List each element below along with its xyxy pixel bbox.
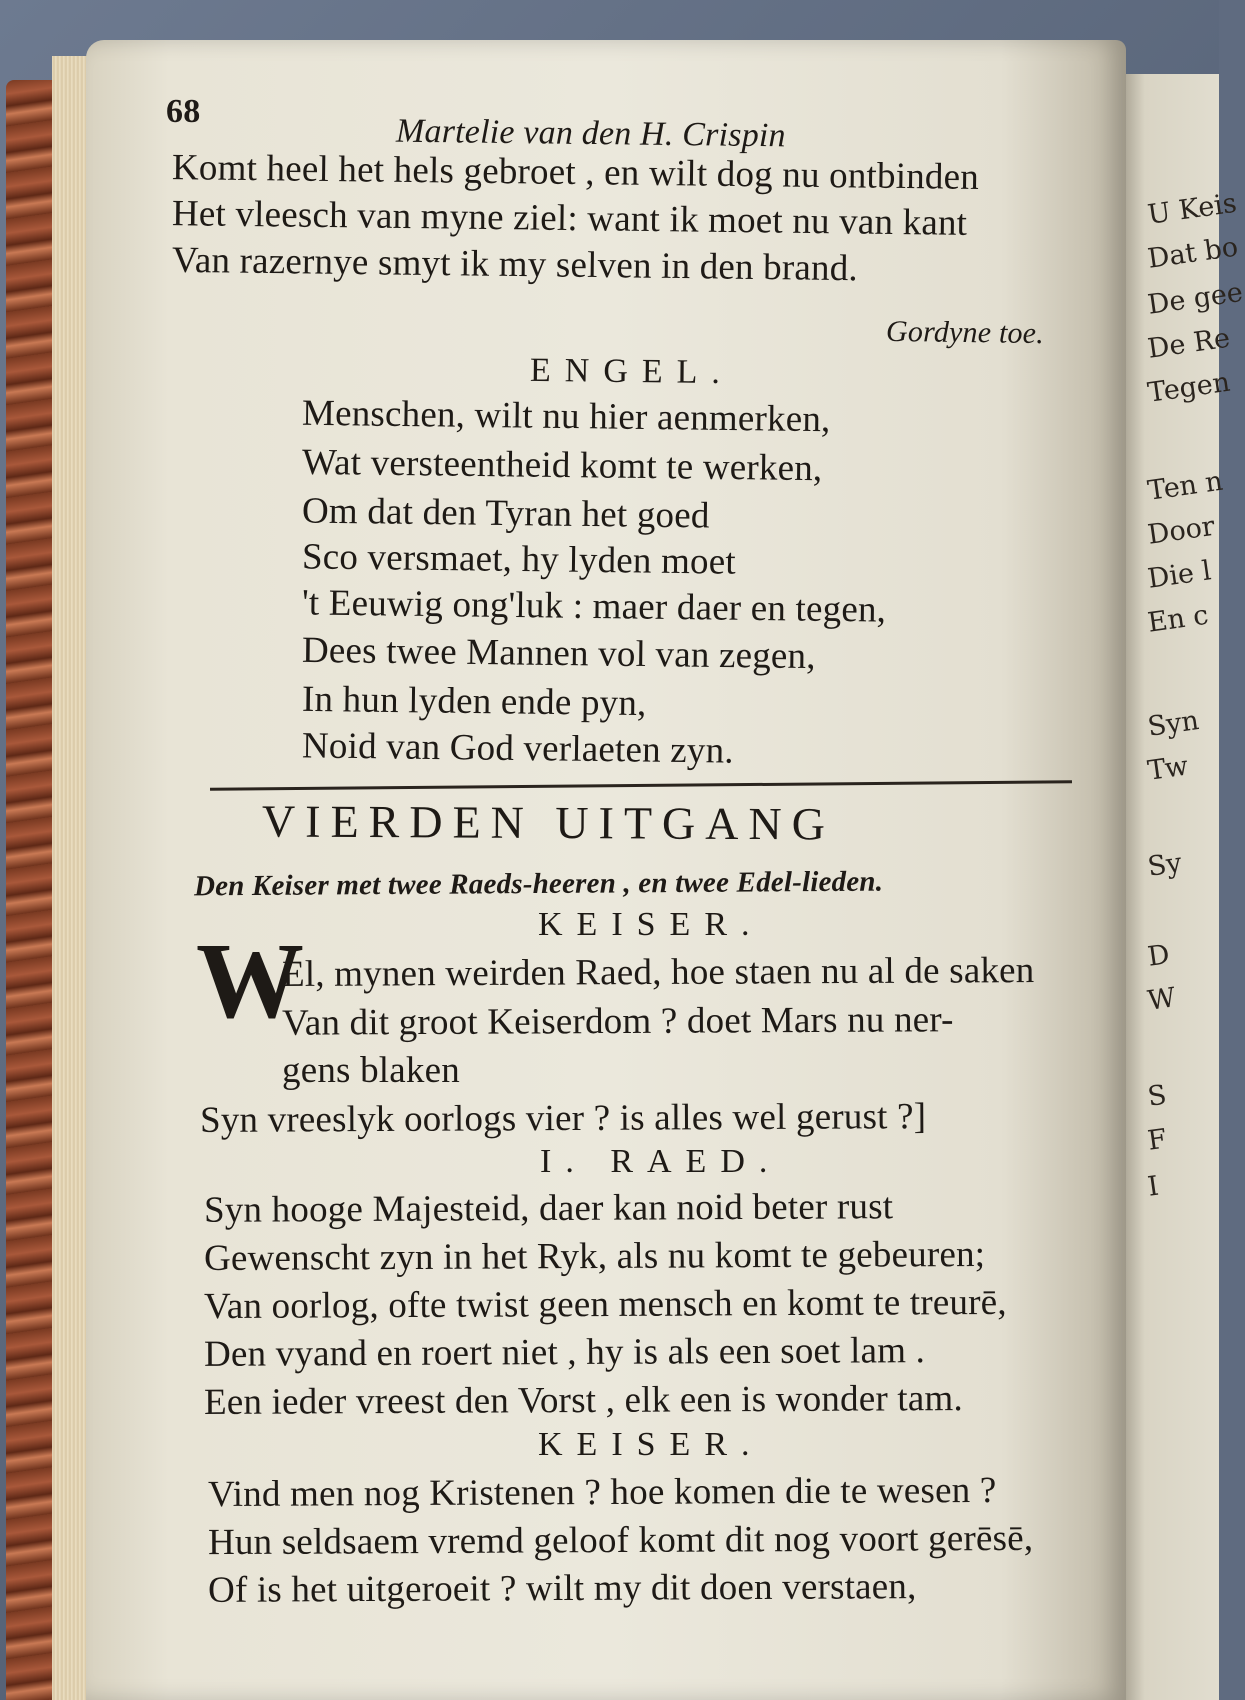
- verse-line: Het vleesch van myne ziel: want ik moet nu van kant: [171, 193, 968, 244]
- verse-line: Syn hooge Majesteid, daer kan noid beter rust: [203, 1186, 894, 1231]
- facing-fragment: Dat bo: [1145, 231, 1240, 275]
- speaker-name: KEISER.: [538, 906, 764, 943]
- verse-line: Komt heel het hels gebroet , en wilt dog nu ontbinden: [171, 147, 980, 198]
- page-number: 68: [166, 93, 201, 130]
- speaker-name: KEISER.: [538, 1426, 764, 1463]
- facing-fragment: S: [1145, 1079, 1169, 1113]
- verse-line: Of is het uitgeroeit ? wilt my dit doen verstaen,: [207, 1566, 917, 1611]
- verse-line: Van dit groot Keiserdom ? doet Mars nu ner-: [281, 999, 954, 1044]
- verse-line: Gewenscht zyn in het Ryk, als nu komt te gebeuren;: [203, 1233, 986, 1280]
- facing-fragment: Die l: [1145, 555, 1214, 595]
- facing-fragment: I: [1145, 1170, 1161, 1203]
- verse-line: Syn vreeslyk oorlogs vier ? is alles wel gerust ?]: [199, 1096, 927, 1141]
- facing-fragment: Syn: [1145, 705, 1201, 743]
- verse-line: Menschen, wilt nu hier aenmerken,: [301, 392, 831, 441]
- facing-fragment: De gee: [1145, 276, 1245, 321]
- facing-fragment: De Re: [1145, 322, 1232, 365]
- verse-line: Van razernye smyt ik my selven in den brand.: [171, 239, 859, 290]
- verse-line: Sco versmaet, hy lyden moet: [301, 536, 737, 583]
- act-heading: VIERDEN UITGANG: [261, 795, 836, 850]
- facing-fragment: Tegen: [1145, 366, 1232, 409]
- facing-fragment: W: [1145, 982, 1178, 1017]
- stage-direction: Gordyne toe.: [885, 314, 1045, 351]
- verse-line: Hun seldsaem vremd geloof komt dit nog voort gerēsē,: [207, 1517, 1034, 1564]
- verse-line: Om dat den Tyran het goed: [301, 490, 710, 537]
- cast-list: Den Keiser met twee Raeds-heeren , en twee Edel-lieden.: [193, 865, 884, 903]
- facing-fragment: U Keis: [1145, 187, 1239, 231]
- facing-fragment: D: [1145, 939, 1172, 973]
- verse-line: Vind men nog Kristenen ? hoe komen die te wesen ?: [207, 1469, 997, 1516]
- speaker-name: ENGEL.: [529, 351, 735, 392]
- verse-line: In hun lyden ende pyn,: [301, 678, 647, 725]
- facing-fragment: Tw: [1145, 750, 1190, 787]
- running-head: Martelie van den H. Crispin: [395, 112, 786, 155]
- verse-line: Een ieder vreest den Vorst , elk een is wonder tam.: [203, 1378, 963, 1423]
- section-divider: [210, 780, 1072, 791]
- facing-fragment: F: [1145, 1123, 1169, 1157]
- verse-line: Van oorlog, ofte twist geen mensch en komt te treurē,: [203, 1281, 1007, 1328]
- verse-line: gens blaken: [282, 1050, 460, 1091]
- facing-fragment: Sy: [1145, 847, 1184, 883]
- facing-fragment: Door: [1145, 510, 1217, 551]
- verse-line: Noid van God verlaeten zyn.: [301, 725, 735, 772]
- verse-line: Wat versteentheid komt te werken,: [301, 441, 823, 490]
- facing-fragment: En c: [1145, 599, 1211, 639]
- speaker-name: I. RAED.: [540, 1143, 782, 1180]
- verse-line: El, mynen weirden Raed, hoe staen nu al de saken: [281, 950, 1035, 995]
- facing-fragment: Ten n: [1145, 465, 1225, 507]
- drop-cap: W: [196, 922, 304, 1041]
- verse-line: 't Eeuwig ong'luk : maer daer en tegen,: [301, 582, 887, 631]
- verse-line: Den vyand en roert niet , hy is als een soet lam .: [203, 1330, 926, 1375]
- verse-line: Dees twee Mannen vol van zegen,: [301, 629, 816, 678]
